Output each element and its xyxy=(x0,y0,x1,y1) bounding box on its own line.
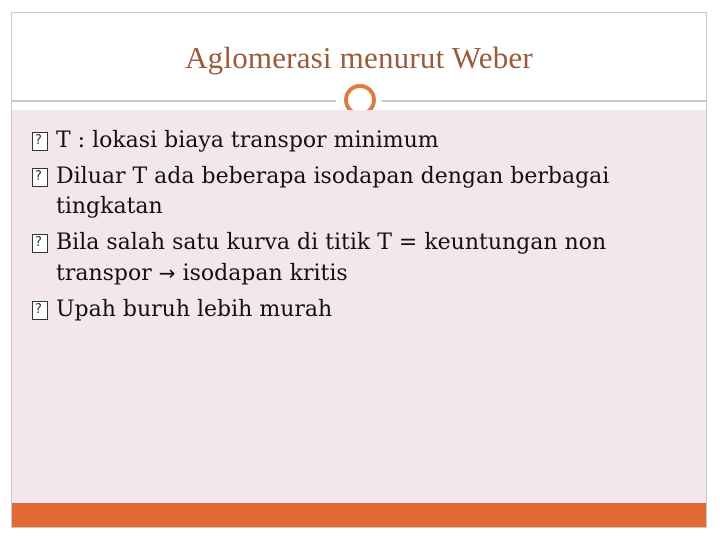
slide-title: Aglomerasi menurut Weber xyxy=(185,40,533,75)
bullet-text: Diluar T ada beberapa isodapan dengan berbagai tingkatan xyxy=(56,164,610,219)
bullet-text-after: isodapan kritis xyxy=(175,261,348,286)
bullet-text: Upah buruh lebih murah xyxy=(56,297,333,322)
bullet-text: T : lokasi biaya transpor minimum xyxy=(56,128,439,153)
slide-frame xyxy=(11,12,707,528)
bullet-text-before: Bila salah satu kurva di titik T = keuntungan non transpor xyxy=(56,230,607,286)
right-arrow-icon: → xyxy=(158,261,176,285)
